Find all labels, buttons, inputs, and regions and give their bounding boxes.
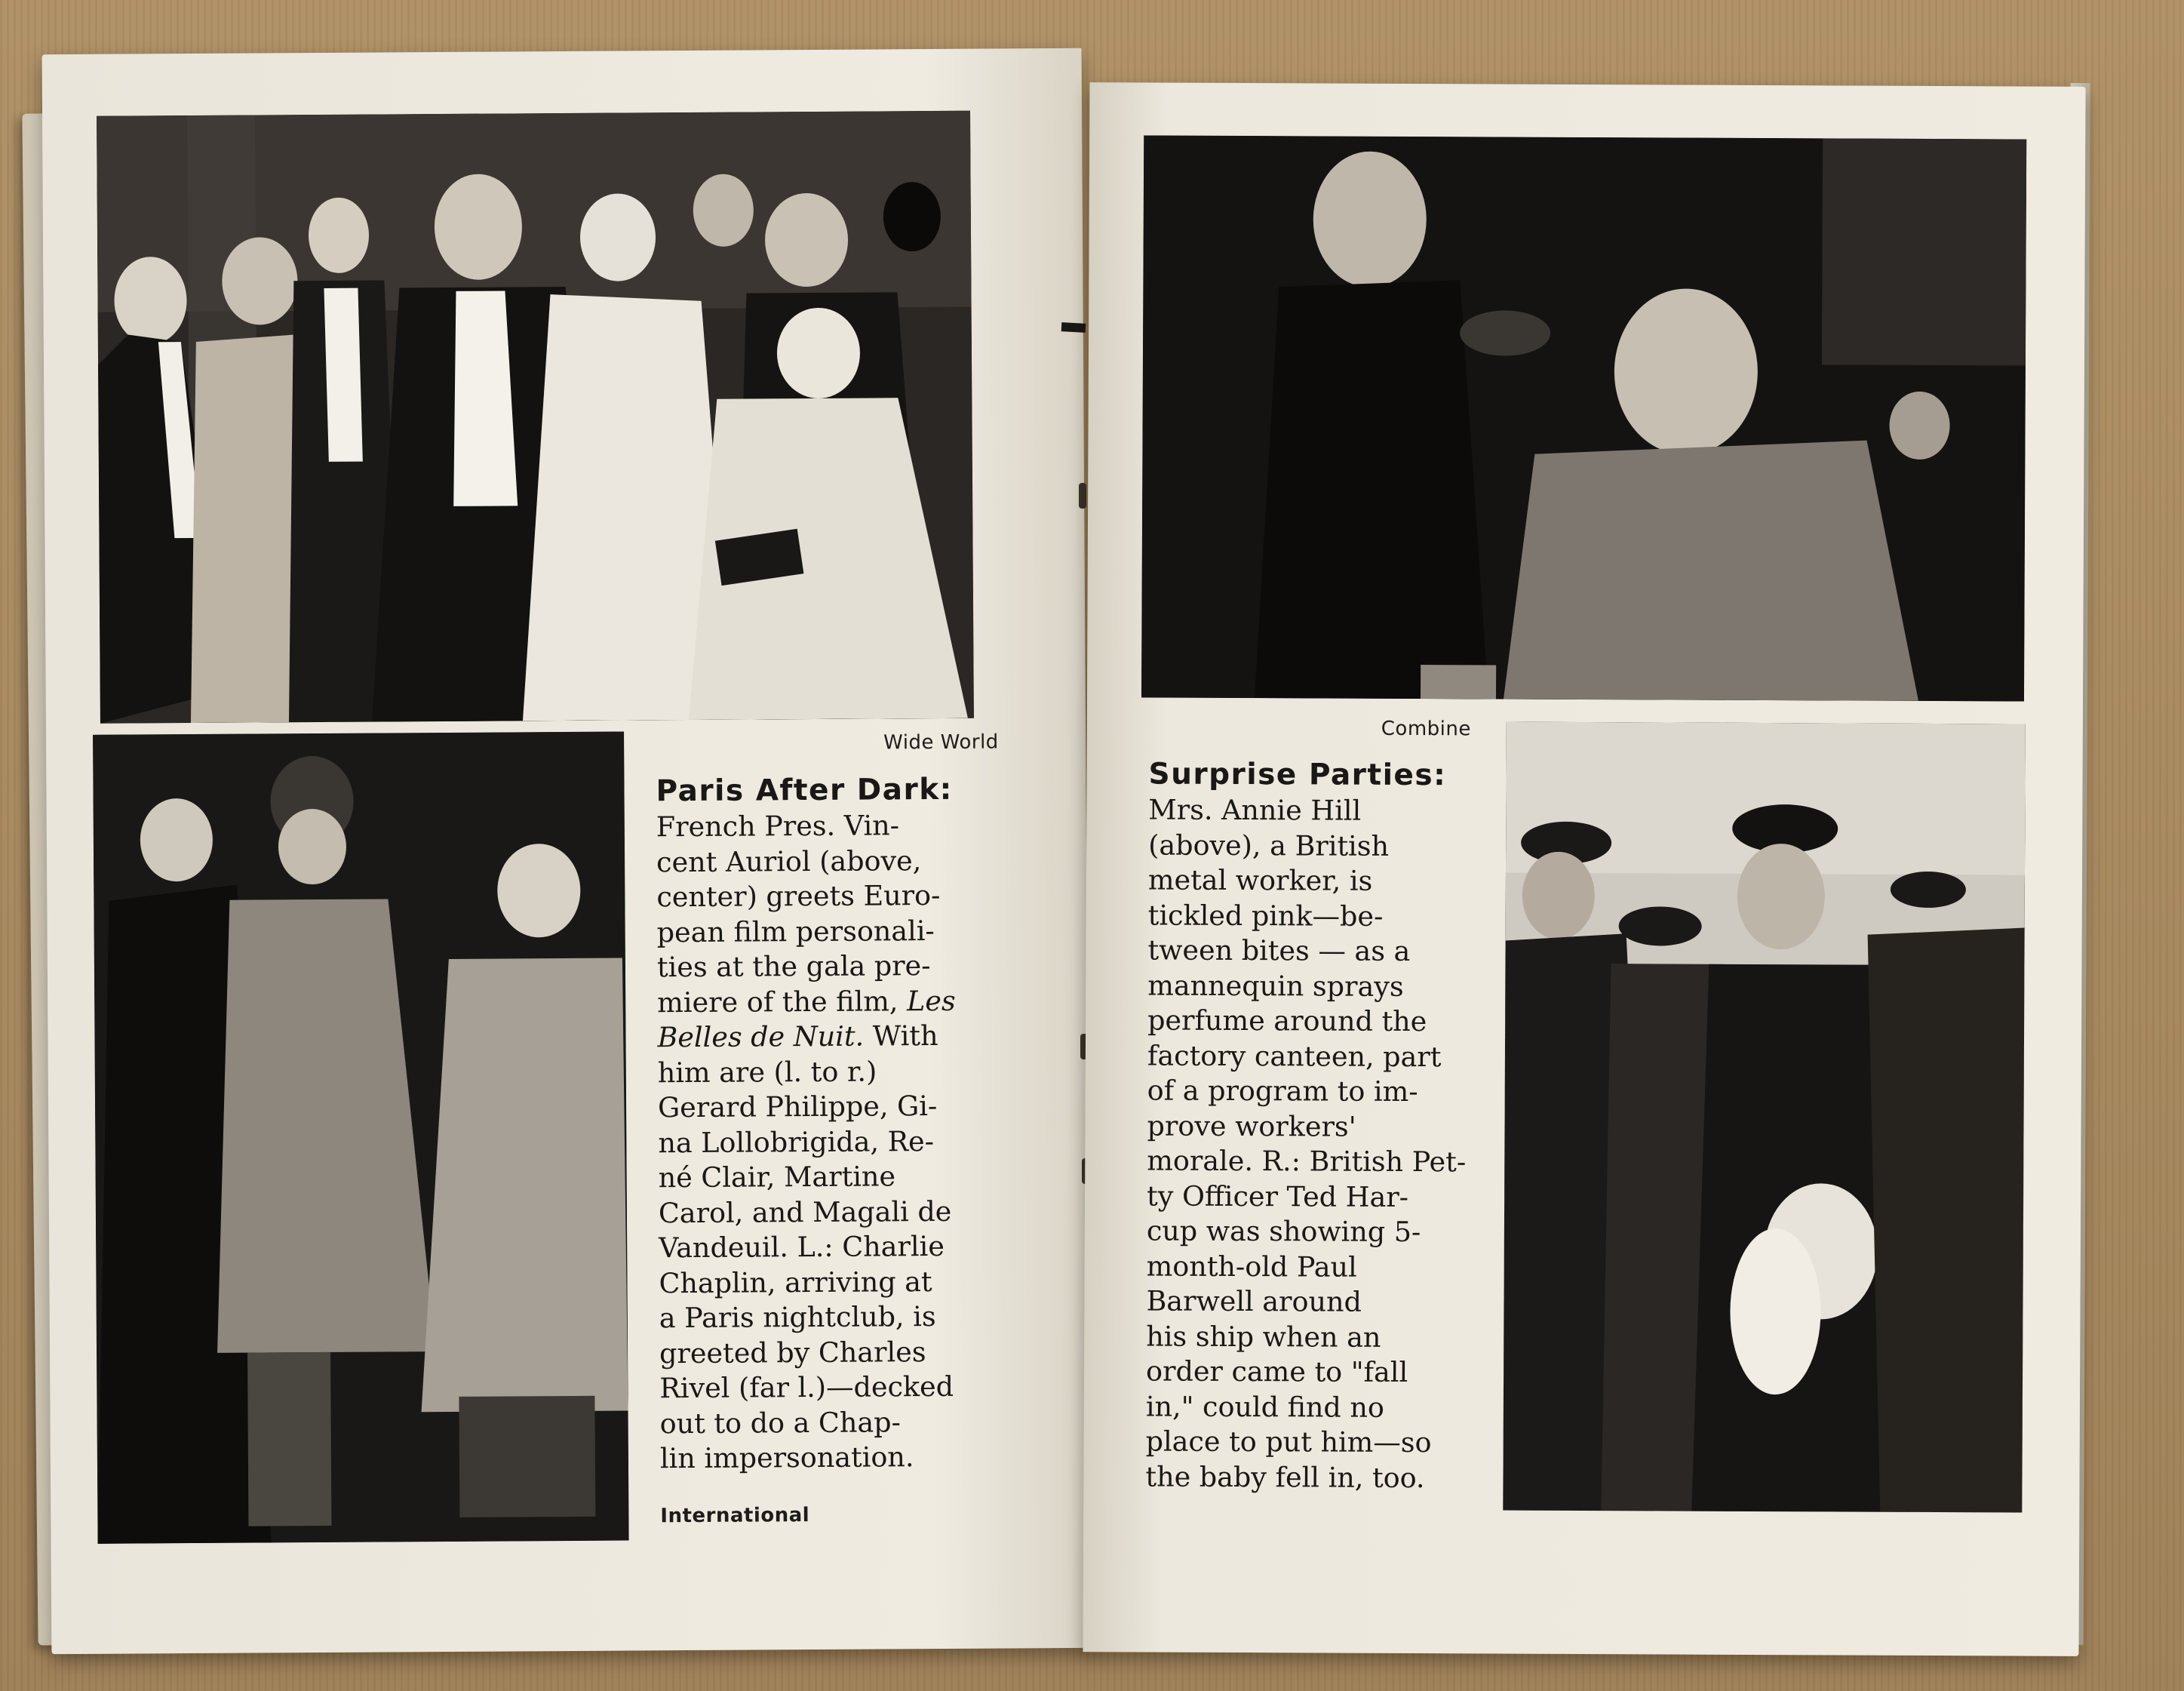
caption-line: mannequin sprays [1147, 968, 1404, 1003]
caption-line: pean film personali- [656, 914, 935, 948]
photo-credit-wide-world: Wide World [883, 730, 999, 755]
caption-line: (above), a British [1148, 828, 1390, 862]
caption-line: ties at the gala pre- [656, 949, 931, 984]
caption-line: morale. R.: British Pet- [1147, 1144, 1467, 1179]
binding-stitch [1079, 483, 1086, 509]
page-gutter-mark [1061, 322, 1086, 333]
caption-line: Mrs. Annie Hill [1148, 793, 1362, 827]
caption-line: metal worker, is [1147, 863, 1373, 897]
photo-chaplin-arrival [93, 732, 629, 1544]
caption-line: order came to "fall [1145, 1354, 1408, 1388]
caption-line: perfume around the [1147, 1004, 1427, 1038]
caption-line: Gerard Philippe, Gi- [657, 1090, 938, 1124]
caption-line: factory canteen, part [1147, 1038, 1442, 1073]
caption-line: prove workers' [1147, 1108, 1356, 1143]
caption-heading: Paris After Dark: [656, 772, 953, 809]
right-page [1083, 82, 2085, 1656]
caption-line: tickled pink—be- [1147, 898, 1384, 933]
caption-text: miere of the film, [657, 984, 908, 1019]
caption-line: his ship when an [1146, 1319, 1381, 1354]
caption-line: Carol, and Magali de [658, 1194, 952, 1229]
caption-line: center) greets Euro- [656, 878, 941, 914]
photo-gala-premiere [97, 111, 974, 724]
caption-line: né Clair, Martine [658, 1160, 896, 1194]
photo-sailors-baby [1503, 722, 2026, 1513]
film-title-italic: Les [906, 984, 956, 1017]
caption-line: cent Auriol (above, [656, 844, 922, 878]
caption-paris-after-dark [656, 772, 984, 1477]
caption-line: ty Officer Ted Har- [1147, 1179, 1409, 1213]
caption-line: month-old Paul [1146, 1249, 1357, 1284]
caption-line [657, 1019, 981, 1056]
caption-line: tween bites — as a [1147, 933, 1411, 967]
caption-line: greeted by Charles [659, 1335, 926, 1370]
caption-line: place to put him—so [1145, 1425, 1432, 1459]
caption-line: French Pres. Vin- [656, 809, 900, 844]
caption-line: in," could find no [1145, 1389, 1385, 1424]
caption-heading: Surprise Parties: [1148, 757, 1447, 793]
caption-line: a Paris nightclub, is [659, 1300, 936, 1335]
caption-line: Chaplin, arriving at [659, 1265, 932, 1299]
photo-credit-international: International [660, 1504, 810, 1528]
caption-line: Rivel (far l.)—decked [659, 1370, 954, 1405]
caption-line: him are (l. to r.) [657, 1054, 877, 1089]
caption-line: the baby fell in, too. [1145, 1459, 1425, 1494]
caption-line: of a program to im- [1147, 1074, 1418, 1108]
caption-line: out to do a Chap- [659, 1405, 901, 1440]
caption-line: cup was showing 5- [1146, 1214, 1421, 1249]
photo-credit-combine: Combine [1381, 717, 1471, 741]
photo-annie-hill [1141, 135, 2026, 701]
left-page [42, 48, 1092, 1654]
caption-line: Vandeuil. L.: Charlie [659, 1229, 945, 1265]
caption-line [657, 983, 981, 1020]
caption-line: na Lollobrigida, Re- [658, 1124, 935, 1159]
film-title-italic: Belles de Nuit. [657, 1019, 865, 1054]
caption-surprise-parties [1145, 756, 1473, 1496]
caption-line: Barwell around [1146, 1284, 1362, 1318]
caption-text: With [864, 1019, 938, 1053]
caption-line: lin impersonation. [659, 1440, 914, 1475]
